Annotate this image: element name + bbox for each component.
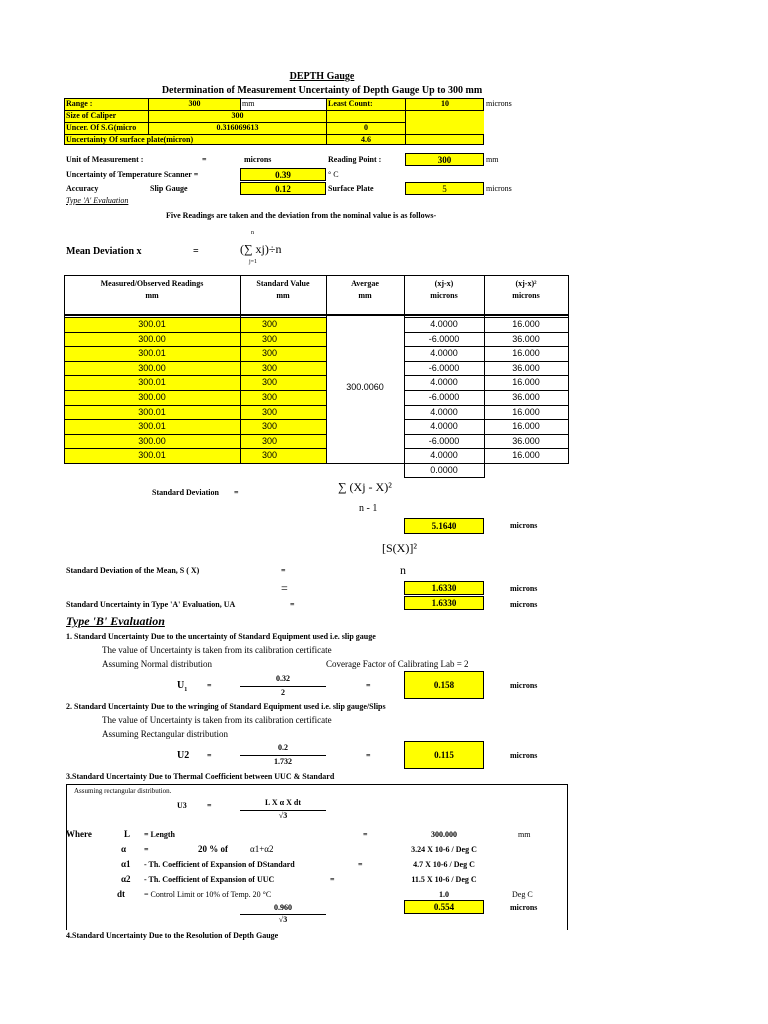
row-line-left <box>64 361 326 362</box>
u1-value: 0.158 <box>404 671 484 699</box>
square-cell: 36.000 <box>512 333 540 344</box>
type-a-intro: Five Readings are taken and the deviation from the nominal value is as follows- <box>166 211 437 220</box>
row-line-left <box>64 434 326 435</box>
standard-cell: 300 <box>262 319 278 329</box>
row-line-left <box>64 390 326 391</box>
row-line-left <box>64 405 326 406</box>
standard-cell: 300 <box>262 362 278 373</box>
table-bottom-line <box>64 463 568 464</box>
table-header-line2: mm <box>276 291 290 300</box>
measured-cell: 300.01 <box>138 406 166 417</box>
std-dev-formula-bottom: n - 1 <box>359 503 378 514</box>
table-header-line2: mm <box>358 291 372 300</box>
table-header-line1: Standard Value <box>256 279 310 288</box>
dev-total: 0.0000 <box>430 465 458 475</box>
std-dev-mean-label: Standard Deviation of the Mean, S ( X) <box>66 566 200 575</box>
where-value: 300.000 <box>431 830 457 839</box>
where-description: - Th. Coefficient of Expansion of DStandard <box>144 860 295 869</box>
type-b-heading: Type 'B' Evaluation <box>66 614 165 628</box>
range-unit: mm <box>242 99 255 108</box>
mean-deviation-label: Mean Deviation x <box>66 246 142 257</box>
std-dev-unit: microns <box>510 521 538 530</box>
unit-value: microns <box>244 155 272 164</box>
standard-cell: 300 <box>262 392 278 402</box>
mean-formula-bottom: n <box>400 563 406 577</box>
std-dev-label: Standard Deviation <box>152 488 219 497</box>
where-unit: mm <box>518 830 531 839</box>
where-symbol: dt <box>117 889 126 899</box>
where-description: - Th. Coefficient of Expansion of UUC <box>144 875 275 884</box>
measured-cell: 300.00 <box>138 392 166 402</box>
row-line-right <box>404 405 568 406</box>
row-line-left <box>64 375 326 376</box>
row-line-left <box>64 332 326 333</box>
s2-line2: Assuming Rectangular distribution <box>102 729 228 739</box>
sum-bottom: j=1 <box>249 259 258 265</box>
table-header-line1: (xj-x) <box>434 279 454 288</box>
deviation-cell: -6.0000 <box>428 362 460 373</box>
row-line-right <box>404 448 568 449</box>
square-cell: 36.000 <box>512 435 540 446</box>
temp-value: 0.39 <box>240 168 326 181</box>
where-value: 4.7 X 10-6 / Deg C <box>413 860 475 869</box>
deviation-cell: 4.0000 <box>430 348 458 359</box>
unit-eq: = <box>202 155 207 164</box>
s1-line2: Assuming Normal distribution <box>102 659 212 669</box>
u1-unit: microns <box>510 681 538 690</box>
slip-label: Slip Gauge <box>150 184 188 193</box>
slip-value: 0.12 <box>240 182 326 195</box>
std-dev-eq: = <box>234 488 239 497</box>
table-col-line <box>240 315 241 463</box>
row-line-right <box>404 434 568 435</box>
ua-label: Standard Uncertainty in Type 'A' Evaluation, UA <box>66 600 236 609</box>
size-value: 300 <box>231 111 244 120</box>
std-dev-mean-eq: = <box>281 566 286 575</box>
row-line-right <box>404 419 568 420</box>
u3-denominator: √3 <box>278 811 288 820</box>
ua-eq: = <box>290 600 295 609</box>
sum-formula: (∑ xj)÷n <box>240 242 282 256</box>
row-line-right <box>404 346 568 347</box>
u3-value: 0.554 <box>404 900 484 914</box>
deviation-cell: -6.0000 <box>428 333 460 344</box>
where-symbol: α2 <box>121 874 131 884</box>
s3-title: 3.Standard Uncertainty Due to Thermal Coefficient between UUC & Standard <box>66 772 335 781</box>
measured-cell: 300.00 <box>138 435 166 446</box>
measured-cell: 300.01 <box>138 319 166 329</box>
s2-title: 2. Standard Uncertainty Due to the wringing of Standard Equipment used i.e. slip gauge/Slips <box>66 702 386 711</box>
where-symbol: L <box>124 829 131 839</box>
row-line-left <box>64 448 326 449</box>
s3-line1: Assuming rectangular distribution. <box>74 787 172 795</box>
u2-label: U2 <box>177 750 190 761</box>
measured-cell: 300.01 <box>138 450 166 461</box>
standard-cell: 300 <box>262 435 278 446</box>
where-mid2: α1+α2 <box>250 844 274 854</box>
u2-value: 0.115 <box>404 741 484 769</box>
s4-title: 4.Standard Uncertainty Due to the Resolution of Depth Gauge <box>66 931 279 940</box>
mean-eq: = <box>193 246 199 257</box>
square-cell: 16.000 <box>512 450 540 461</box>
s1-title: 1. Standard Uncertainty Due to the uncertainty of Standard Equipment used i.e. slip gauge <box>66 632 376 641</box>
u2-eq: = <box>207 751 212 760</box>
where-symbol: α <box>121 844 127 854</box>
deviation-cell: 4.0000 <box>430 406 458 417</box>
table-header-line1: Avergae <box>351 279 379 288</box>
u1-eq: = <box>207 681 212 690</box>
u1-denominator: 2 <box>281 688 285 697</box>
reading-point-label: Reading Point : <box>328 155 382 164</box>
square-cell: 16.000 <box>512 421 540 432</box>
row-line-right <box>404 361 568 362</box>
where-eq: = <box>330 875 335 884</box>
unit-label: Unit of Measurement : <box>66 155 144 164</box>
type-a-heading: Type 'A' Evaluation <box>66 196 129 205</box>
reading-point-unit: mm <box>486 155 499 164</box>
deviation-cell: -6.0000 <box>428 392 460 402</box>
table-header-line2: microns <box>430 291 458 300</box>
ua-unit: microns <box>510 600 538 609</box>
square-cell: 36.000 <box>512 392 540 402</box>
u3-label: U3 <box>177 801 187 810</box>
row-line-right <box>404 332 568 333</box>
uncer-sg-value2: 0 <box>364 123 368 132</box>
mean-formula-top: [S(X)]² <box>382 541 417 555</box>
sum-top: n <box>251 230 254 236</box>
table-header-line2: mm <box>145 291 159 300</box>
measured-cell: 300.01 <box>138 348 166 359</box>
ua-value: 1.6330 <box>404 596 484 610</box>
s1-coverage: Coverage Factor of Calibrating Lab = 2 <box>326 659 469 669</box>
u1-numerator: 0.32 <box>276 674 290 683</box>
reading-point-value: 300 <box>405 153 484 166</box>
standard-cell: 300 <box>262 348 278 359</box>
where-value: 3.24 X 10-6 / Deg C <box>411 845 477 854</box>
u2-denominator: 1.732 <box>274 757 292 766</box>
where-symbol: α1 <box>121 859 131 869</box>
surface-value: 5 <box>405 182 484 195</box>
where-mid: 20 % of <box>198 844 228 854</box>
where-description: = Control Limit or 10% of Temp. 20 °C <box>144 890 272 899</box>
square-cell: 16.000 <box>512 319 540 329</box>
square-cell: 16.000 <box>512 406 540 417</box>
row-line-right <box>404 375 568 376</box>
u1-label <box>177 681 187 693</box>
where-unit: Deg C <box>512 890 533 899</box>
s2-line1: The value of Uncertainty is taken from its calibration certificate <box>102 715 332 725</box>
std-dev-mean-unit: microns <box>510 584 538 593</box>
u3-calc-denominator: √3 <box>278 915 288 924</box>
temp-label: Uncertainty of Temperature Scanner = <box>66 170 199 179</box>
surface-unit: microns <box>486 184 512 193</box>
deviation-cell: 4.0000 <box>430 319 458 329</box>
deviation-cell: 4.0000 <box>430 450 458 461</box>
row-line-right <box>404 317 568 318</box>
uncer-sp-label: Uncertainty Of surface plate(micron) <box>66 135 194 144</box>
square-cell: 16.000 <box>512 348 540 359</box>
u3-unit: microns <box>510 903 538 912</box>
table-header-line1: (xj-x)² <box>515 279 537 288</box>
measured-cell: 300.00 <box>138 362 166 373</box>
deviation-cell: 4.0000 <box>430 421 458 432</box>
where-description: = <box>144 845 149 854</box>
where-value: 11.5 X 10-6 / Deg C <box>411 875 477 884</box>
u1-sub: 1 <box>184 687 188 693</box>
uncer-sg-label: Uncer. Of S.G(micro <box>66 123 137 132</box>
surface-label: Surface Plate <box>328 184 374 193</box>
deviation-cell: -6.0000 <box>428 435 460 446</box>
least-count-label: Least Count: <box>328 99 373 108</box>
where-description: = Length <box>144 830 176 839</box>
size-label: Size of Caliper <box>66 111 117 120</box>
u2-eq2: = <box>366 751 371 760</box>
uncer-sp-value: 4.6 <box>361 135 371 144</box>
square-cell: 36.000 <box>512 362 540 373</box>
where-eq: = <box>363 830 368 839</box>
uncer-sg-value: 0.316069613 <box>216 123 259 132</box>
where-value: 1.0 <box>439 890 449 899</box>
u1-eq2: = <box>366 681 371 690</box>
where-label: Where <box>66 829 92 839</box>
deviation-cell: 4.0000 <box>430 377 458 388</box>
standard-cell: 300 <box>262 421 278 432</box>
row-line-left <box>64 317 326 318</box>
std-dev-mean-value: 1.6330 <box>404 581 484 595</box>
u3-calc-numerator: 0.960 <box>274 903 292 912</box>
least-count-unit: microns <box>486 99 512 108</box>
u2-numerator: 0.2 <box>278 743 288 752</box>
standard-cell: 300 <box>262 450 278 461</box>
s1-line1: The value of Uncertainty is taken from its calibration certificate <box>102 645 332 655</box>
table-header-line1: Measured/Observed Readings <box>100 279 204 288</box>
least-count-value: 10 <box>441 99 449 108</box>
average-cell: 300.0060 <box>346 382 384 393</box>
row-line-left <box>64 419 326 420</box>
u3-eq: = <box>207 801 212 810</box>
row-line-left <box>64 346 326 347</box>
u2-unit: microns <box>510 751 538 760</box>
standard-cell: 300 <box>262 333 278 344</box>
range-label: Range : <box>66 99 93 108</box>
u1-label-text: U <box>177 680 185 691</box>
measured-cell: 300.00 <box>138 333 166 344</box>
accuracy-label: Accuracy <box>66 184 99 193</box>
page-subtitle: Determination of Measurement Uncertainty of Depth Gauge Up to 300 mm <box>161 85 483 96</box>
table-header-line2: microns <box>512 291 540 300</box>
measured-cell: 300.01 <box>138 421 166 432</box>
standard-cell: 300 <box>262 406 278 417</box>
square-cell: 16.000 <box>512 377 540 388</box>
range-value: 300 <box>188 99 201 108</box>
std-dev-mean-eq2: = <box>281 581 288 595</box>
page-title: DEPTH Gauge <box>289 71 355 82</box>
u3-numerator: L X α X dt <box>264 798 302 807</box>
standard-cell: 300 <box>262 377 278 388</box>
where-eq: = <box>358 860 363 869</box>
std-dev-formula-top: ∑ (Xj - X)² <box>338 480 392 494</box>
std-dev-value: 5.1640 <box>404 518 484 534</box>
temp-unit: ° C <box>328 170 339 179</box>
row-line-right <box>404 390 568 391</box>
measured-cell: 300.01 <box>138 377 166 388</box>
